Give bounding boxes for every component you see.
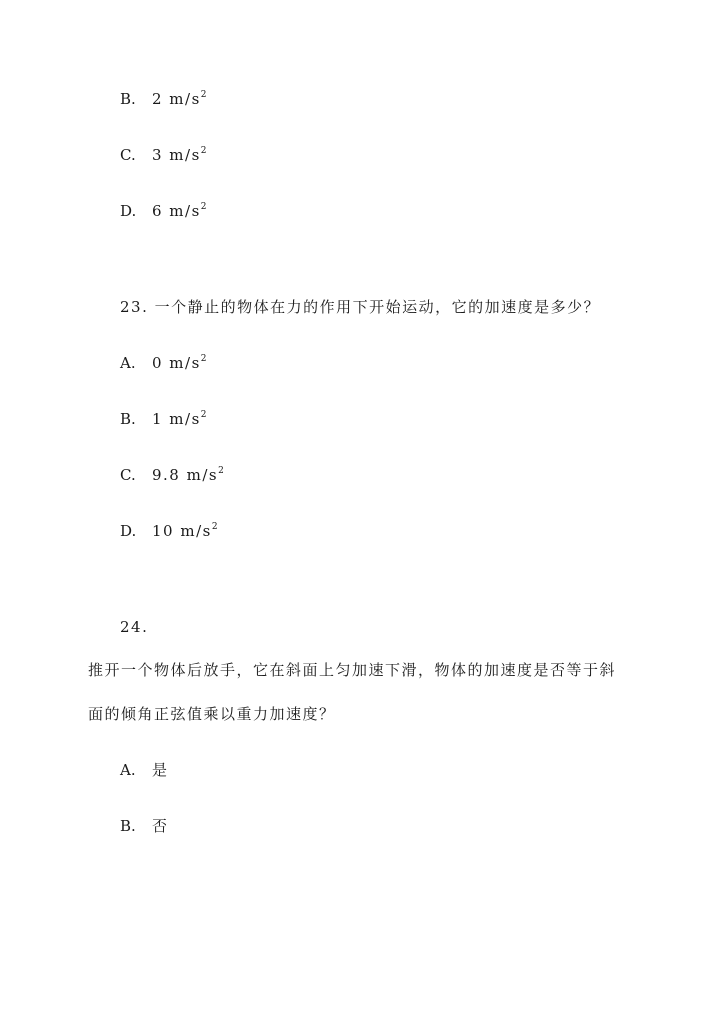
option-label: C.: [120, 146, 136, 164]
question-24-text-line1: 推开一个物体后放手，它在斜面上匀加速下滑，物体的加速度是否等于斜: [88, 661, 617, 679]
option-23-b: [120, 409, 207, 429]
option-value: 6 m/s: [152, 202, 201, 220]
option-exponent: 2: [200, 146, 207, 156]
option-value: 1 m/s: [152, 410, 201, 428]
option-value: 否: [152, 817, 169, 835]
option-prev-b: [120, 89, 207, 109]
option-value: 3 m/s: [152, 146, 201, 164]
option-exponent: 2: [200, 354, 207, 364]
option-value: 10 m/s: [152, 522, 212, 540]
option-exponent: 2: [200, 202, 207, 212]
option-exponent: 2: [211, 522, 218, 532]
option-23-c: [120, 465, 224, 485]
option-label: A.: [120, 761, 136, 779]
question-24-number: 24.: [120, 618, 149, 636]
option-24-a: [120, 760, 169, 780]
option-label: D.: [120, 522, 137, 540]
option-23-a: [120, 353, 207, 373]
option-24-b: [120, 816, 169, 836]
option-value: 2 m/s: [152, 90, 201, 108]
option-prev-d: [120, 201, 207, 221]
option-prev-c: [120, 145, 207, 165]
option-exponent: 2: [218, 466, 224, 476]
question-23-text: 23. 一个静止的物体在力的作用下开始运动，它的加速度是多少？: [120, 298, 601, 316]
option-value: 9.8 m/s: [152, 466, 219, 484]
option-label: D.: [120, 202, 137, 220]
option-value: 0 m/s: [152, 354, 201, 372]
option-value: 是: [152, 761, 169, 779]
question-24-text-line2: 面的倾角正弦值乘以重力加速度？: [88, 705, 336, 723]
option-label: B.: [120, 90, 136, 108]
option-exponent: 2: [200, 90, 207, 100]
option-23-d: [120, 521, 218, 541]
option-label: C.: [120, 466, 136, 484]
option-label: A.: [120, 354, 136, 372]
option-exponent: 2: [200, 410, 207, 420]
option-label: B.: [120, 817, 136, 835]
option-label: B.: [120, 410, 136, 428]
